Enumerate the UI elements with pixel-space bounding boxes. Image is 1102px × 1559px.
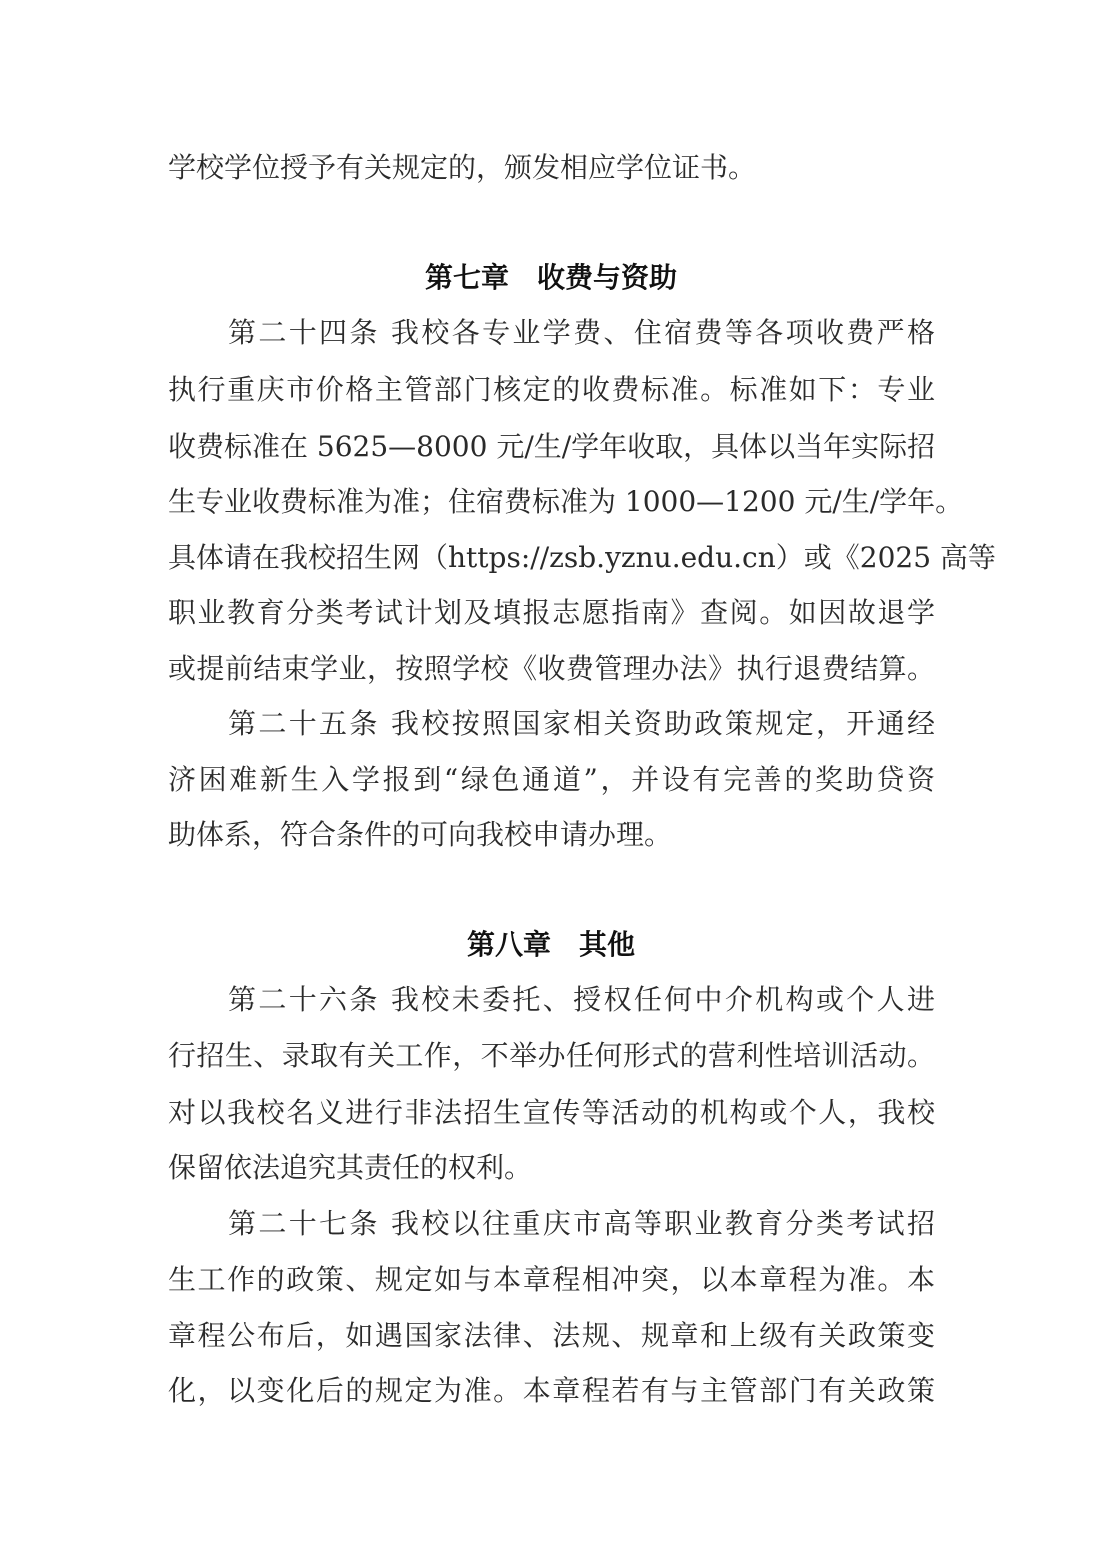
- article-27-line-2: 生工作的政策、规定如与本章程相冲突，以本章程为准。本: [168, 1263, 935, 1296]
- chapter-7-title: 第七章 收费与资助: [424, 261, 677, 294]
- article-25-line-1: 第二十五条 我校按照国家相关资助政策规定，开通经: [228, 707, 935, 740]
- continuation-line: 学校学位授予有关规定的，颁发相应学位证书。: [168, 151, 757, 184]
- article-27-line-3: 章程公布后，如遇国家法律、法规、规章和上级有关政策变: [168, 1319, 935, 1352]
- article-24-line-2: 执行重庆市价格主管部门核定的收费标准。标准如下：专业: [168, 373, 935, 406]
- article-24-line-6: 职业教育分类考试计划及填报志愿指南》查阅。如因故退学: [168, 596, 935, 629]
- article-24-line-3: 收费标准在 5625—8000 元/生/学年收取，具体以当年实际招: [168, 430, 936, 463]
- chapter-8-title: 第八章 其他: [466, 928, 635, 961]
- article-26-line-3: 对以我校名义进行非法招生宣传等活动的机构或个人，我校: [168, 1096, 935, 1129]
- article-24-line-4: 生专业收费标准为准；住宿费标准为 1000—1200 元/生/学年。: [168, 485, 964, 518]
- article-26-line-4: 保留依法追究其责任的权利。: [168, 1151, 533, 1184]
- article-26-line-2: 行招生、录取有关工作，不举办任何形式的营利性培训活动。: [168, 1039, 935, 1072]
- article-27-line-1: 第二十七条 我校以往重庆市高等职业教育分类考试招: [228, 1207, 935, 1240]
- article-25-line-3: 助体系，符合条件的可向我校申请办理。: [168, 818, 673, 851]
- article-24-line-7: 或提前结束学业，按照学校《收费管理办法》执行退费结算。: [168, 652, 935, 685]
- article-25-line-2: 济困难新生入学报到“绿色通道”，并设有完善的奖助贷资: [168, 763, 935, 796]
- article-24-line-1: 第二十四条 我校各专业学费、住宿费等各项收费严格: [228, 316, 935, 349]
- article-24-line-5: 具体请在我校招生网（https://zsb.yznu.edu.cn）或《2025 高等: [168, 541, 996, 574]
- article-26-line-1: 第二十六条 我校未委托、授权任何中介机构或个人进: [228, 983, 935, 1016]
- article-27-line-4: 化，以变化后的规定为准。本章程若有与主管部门有关政策: [168, 1374, 935, 1407]
